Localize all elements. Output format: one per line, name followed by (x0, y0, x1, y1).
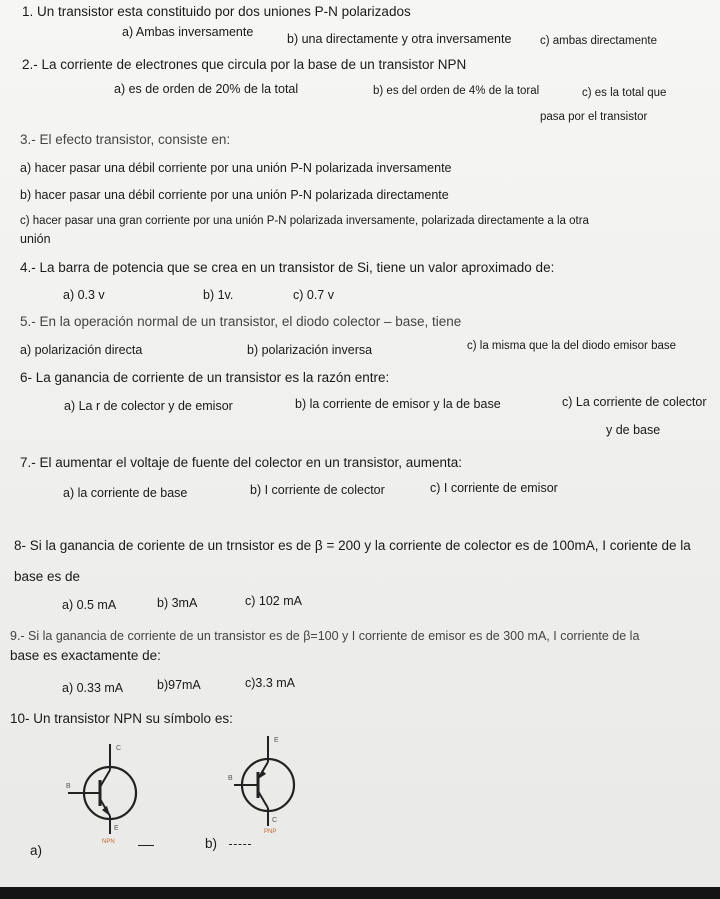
q4-question: 4.- La barra de potencia que se crea en un transistor de Si, tiene un valor aproximado de: (20, 260, 555, 275)
q10-option-a-label: a) (30, 843, 43, 858)
q1-option-c: c) ambas directamente (540, 35, 657, 47)
npn-base-label: B (66, 783, 71, 790)
q9-question: 9.- Si la ganancia de corriente de un transistor es de β=100 y I corriente de emisor es de 300 mA, I corriente de la (10, 629, 640, 643)
q3-option-a: a) hacer pasar una débil corriente por una unión P-N polarizada inversamente (20, 161, 452, 175)
q2-option-c: c) es la total que (582, 87, 667, 99)
q3-option-b: b) hacer pasar una débil corriente por una unión P-N polarizada directamente (20, 188, 449, 202)
q5-option-a: a) polarización directa (20, 343, 143, 357)
q2-question: 2.- La corriente de electrones que circula por la base de un transistor NPN (22, 57, 467, 72)
q10-question: 10- Un transistor NPN su símbolo es: (10, 711, 233, 726)
q7-option-c: c) I corriente de emisor (430, 481, 558, 495)
q2-option-b: b) es del orden de 4% de la toral (373, 85, 540, 97)
q1-option-a: a) Ambas inversamente (122, 25, 254, 39)
npn-caption: NPN (102, 839, 115, 845)
q2-option-a: a) es de orden de 20% de la total (114, 82, 299, 96)
pnp-collector-label: C (272, 817, 278, 824)
q8-option-c: c) 102 mA (245, 594, 302, 608)
q1-question: 1. Un transistor esta constituido por dos uniones P-N polarizados (22, 4, 411, 19)
q9-question-cont: base es exactamente de: (10, 648, 161, 663)
q7-option-a: a) la corriente de base (63, 486, 188, 500)
q9-option-b: b)97mA (157, 678, 201, 692)
q7-question: 7.- El aumentar el voltaje de fuente del colector en un transistor, aumenta: (20, 455, 463, 470)
q6-option-c: c) La corriente de colector (562, 395, 707, 409)
npn-emitter-label: E (114, 825, 119, 832)
q1-option-b: b) una directamente y otra inversamente (287, 32, 512, 46)
q3-option-c-cont: unión (20, 232, 51, 246)
pnp-base-label: B (228, 775, 233, 782)
q3-option-c: c) hacer pasar una gran corriente por una unión P-N polarizada inversamente, polarizada directamente a la otra (20, 215, 589, 227)
q10-option-b-label: b) (205, 836, 218, 851)
q3-question: 3.- El efecto transistor, consiste en: (20, 132, 231, 147)
q5-option-b: b) polarización inversa (247, 343, 373, 357)
q4-option-b: b) 1v. (203, 288, 234, 302)
q4-option-c: c) 0.7 v (293, 288, 334, 302)
q8-option-a: a) 0.5 mA (62, 598, 117, 612)
q7-option-b: b) I corriente de colector (250, 483, 385, 497)
npn-transistor-symbol (60, 738, 160, 848)
q6-question: 6- La ganancia de corriente de un transistor es la razón entre: (20, 370, 390, 385)
q4-option-a: a) 0.3 v (63, 288, 105, 302)
q6-option-c-cont: y de base (606, 423, 661, 437)
q10-answer-blank-a (130, 838, 154, 853)
q10-option-b (205, 836, 251, 852)
q6-option-a: a) La r de colector y de emisor (64, 399, 233, 413)
q8-question: 8- Si la ganancia de coriente de un trnsistor es de β = 200 y la corriente de colector es de 100mA, I coriente de la (14, 538, 691, 553)
q5-option-c: c) la misma que la del diodo emisor base (467, 340, 677, 352)
npn-collector-label: C (116, 745, 122, 752)
q5-question: 5.- En la operación normal de un transistor, el diodo colector – base, tiene (20, 314, 462, 329)
photo-bottom-edge (0, 887, 720, 899)
q8-option-b: b) 3mA (157, 596, 198, 610)
pnp-transistor-symbol (218, 730, 318, 840)
q2-option-c-cont: pasa por el transistor (540, 111, 648, 123)
q8-question-cont: base es de (14, 569, 81, 584)
q10-option-a (30, 843, 42, 859)
q9-option-c: c)3.3 mA (245, 676, 296, 690)
q6-option-b: b) la corriente de emisor y la de base (295, 397, 501, 411)
q9-option-a: a) 0.33 mA (62, 681, 124, 695)
pnp-emitter-label: E (274, 737, 279, 744)
pnp-caption: PNP (264, 829, 277, 835)
